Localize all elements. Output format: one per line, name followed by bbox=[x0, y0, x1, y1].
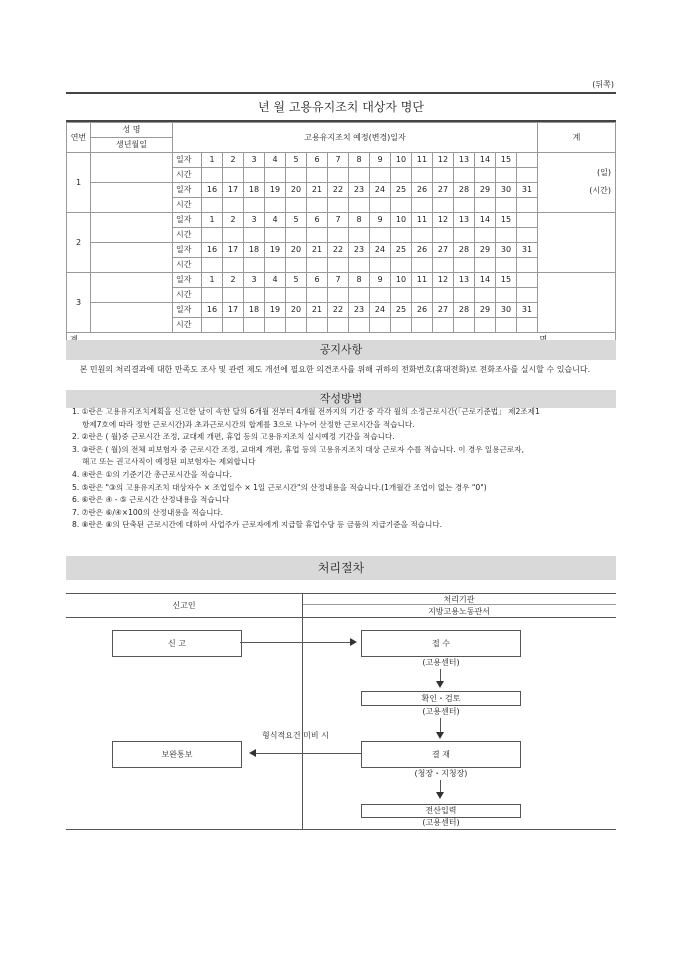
arrow-right-icon bbox=[350, 638, 357, 646]
day-number: 20 bbox=[286, 183, 307, 198]
hours-cell[interactable] bbox=[433, 168, 454, 183]
arrow-down-icon bbox=[436, 681, 444, 688]
day-number: 12 bbox=[433, 273, 454, 288]
day-number: 19 bbox=[265, 183, 286, 198]
hours-cell[interactable] bbox=[412, 258, 433, 273]
notice-text: 본 민원의 처리결과에 대한 만족도 조사 및 관련 제도 개선에 필요한 의견조사를 위해 귀하의 전화번호(휴대전화)로 전화조사를 실시할 수 있습니다. bbox=[79, 365, 591, 374]
notice-heading: 공지사항 bbox=[66, 340, 616, 360]
day-number: 31 bbox=[517, 243, 538, 258]
arrow-report-to-receive bbox=[240, 642, 352, 643]
day-number: 17 bbox=[223, 303, 244, 318]
day-number: 17 bbox=[223, 183, 244, 198]
day-number: 27 bbox=[433, 183, 454, 198]
day-number: 28 bbox=[454, 183, 475, 198]
agency-subcolumn-label: 지방고용노동관서 bbox=[428, 607, 490, 616]
day-number: 7 bbox=[328, 213, 349, 228]
col-header-total: 계 bbox=[538, 123, 616, 153]
hours-cell[interactable] bbox=[286, 288, 307, 303]
day-number: 10 bbox=[391, 213, 412, 228]
day-number: 24 bbox=[370, 303, 391, 318]
day-number: 20 bbox=[286, 303, 307, 318]
hours-cell[interactable] bbox=[265, 258, 286, 273]
hours-cell[interactable] bbox=[349, 168, 370, 183]
hours-cell[interactable] bbox=[244, 318, 265, 333]
day-number: 6 bbox=[307, 153, 328, 168]
hours-cell[interactable] bbox=[370, 288, 391, 303]
day-number: 27 bbox=[433, 243, 454, 258]
hours-cell[interactable] bbox=[244, 258, 265, 273]
hours-cell[interactable] bbox=[433, 318, 454, 333]
hours-cell[interactable] bbox=[349, 198, 370, 213]
hours-cell[interactable] bbox=[517, 258, 538, 273]
method-item: 1. ①란은 고용유지조치계획을 신고한 날이 속한 달의 6개월 전부터 4개월 전까지의 기간 중 각각 월의 소정근로시간(「근로기준법」 제2조제1 bbox=[72, 407, 540, 416]
day-number: 16 bbox=[202, 243, 223, 258]
hours-cell[interactable] bbox=[391, 168, 412, 183]
hours-cell[interactable] bbox=[454, 228, 475, 243]
day-number: 11 bbox=[412, 213, 433, 228]
row-label-time: 시간 bbox=[173, 228, 202, 243]
day-number-empty bbox=[517, 153, 538, 168]
day-number: 5 bbox=[286, 273, 307, 288]
col-header-no: 연번 bbox=[67, 123, 91, 153]
day-number: 2 bbox=[223, 213, 244, 228]
step-report-box: 신 고 bbox=[112, 630, 242, 657]
step-decide-box: 결 재 bbox=[361, 741, 521, 768]
hours-cell[interactable] bbox=[391, 228, 412, 243]
hours-cell[interactable] bbox=[475, 258, 496, 273]
method-item: 3. ③란은 ( 월)의 전체 피보험자 중 근로시간 조정, 교대제 개편, 휴업 등의 고용유지조치 대상 근로자 수를 적습니다. 이 경우 일용근로자, bbox=[72, 444, 525, 454]
day-number: 4 bbox=[265, 213, 286, 228]
day-number: 31 bbox=[517, 183, 538, 198]
method-item: 항제7호에 따라 정한 근로시간)과 초과근로시간의 합계를 3으로 나누어 산정한 근로시간을 적습니다. bbox=[82, 419, 415, 429]
col-header-name: 성 명 bbox=[91, 123, 173, 138]
entry-number: 3 bbox=[67, 273, 91, 333]
hours-cell[interactable] bbox=[454, 258, 475, 273]
step-decide-sub: (청장・지청장) bbox=[414, 769, 468, 778]
day-number: 17 bbox=[223, 243, 244, 258]
step-input-box: 전산입력 bbox=[361, 804, 521, 818]
day-number: 6 bbox=[307, 273, 328, 288]
day-number: 10 bbox=[391, 273, 412, 288]
day-number: 26 bbox=[412, 303, 433, 318]
hours-cell[interactable] bbox=[223, 258, 244, 273]
row-label-day: 일자 bbox=[173, 153, 202, 168]
day-number: 7 bbox=[328, 153, 349, 168]
day-number: 22 bbox=[328, 303, 349, 318]
day-number-empty bbox=[517, 273, 538, 288]
hours-cell[interactable] bbox=[370, 258, 391, 273]
method-item: 2. ②란은 ( 월)중 근로시간 조정, 교대제 개편, 휴업 등의 고용유지조치 실시예정 기간을 적습니다. bbox=[72, 432, 395, 442]
hours-cell[interactable] bbox=[433, 258, 454, 273]
hours-cell[interactable] bbox=[244, 228, 265, 243]
arrow-decide-to-input bbox=[440, 780, 441, 792]
day-number: 25 bbox=[391, 303, 412, 318]
day-number: 3 bbox=[244, 213, 265, 228]
hours-cell[interactable] bbox=[433, 228, 454, 243]
hours-cell[interactable] bbox=[286, 258, 307, 273]
hours-cell[interactable] bbox=[202, 288, 223, 303]
table-row bbox=[67, 303, 616, 318]
arrow-receive-to-check bbox=[440, 669, 441, 681]
day-number: 13 bbox=[454, 273, 475, 288]
day-number: 19 bbox=[265, 243, 286, 258]
name-cell[interactable] bbox=[91, 153, 173, 183]
day-number: 12 bbox=[433, 213, 454, 228]
hours-cell[interactable] bbox=[265, 228, 286, 243]
arrow-down-icon bbox=[436, 732, 444, 739]
day-number: 30 bbox=[496, 303, 517, 318]
hours-cell[interactable] bbox=[517, 318, 538, 333]
back-side-label: (뒤쪽) bbox=[592, 80, 614, 89]
day-number: 5 bbox=[286, 213, 307, 228]
hours-cell[interactable] bbox=[223, 228, 244, 243]
hours-cell[interactable] bbox=[286, 168, 307, 183]
day-number: 8 bbox=[349, 153, 370, 168]
hours-cell[interactable] bbox=[244, 288, 265, 303]
day-number: 25 bbox=[391, 243, 412, 258]
day-number: 7 bbox=[328, 273, 349, 288]
row-label-day: 일자 bbox=[173, 273, 202, 288]
row-label-time: 시간 bbox=[173, 198, 202, 213]
method-item: 5. ⑤란은 "③의 고용유지조치 대상자수 × 조업일수 × 1일 근로시간"의 산정내용을 적습니다.(1개월간 조업이 없는 경우 "0") bbox=[72, 482, 487, 492]
hours-cell[interactable] bbox=[307, 198, 328, 213]
arrow-left-icon bbox=[249, 749, 256, 757]
hours-cell[interactable] bbox=[244, 168, 265, 183]
hours-cell[interactable] bbox=[517, 168, 538, 183]
hours-cell[interactable] bbox=[475, 318, 496, 333]
hours-cell[interactable] bbox=[517, 288, 538, 303]
day-number: 8 bbox=[349, 213, 370, 228]
table-row bbox=[67, 243, 616, 258]
hours-cell[interactable] bbox=[496, 168, 517, 183]
hours-cell[interactable] bbox=[307, 228, 328, 243]
hours-cell[interactable] bbox=[475, 288, 496, 303]
method-item: 8. ⑧란은 ⑧의 단축된 근로시간에 대하여 사업주가 근로자에게 지급할 휴업수당 등 금품의 지급기준을 적습니다. bbox=[72, 520, 443, 530]
row-label-time: 시간 bbox=[173, 168, 202, 183]
day-number: 15 bbox=[496, 213, 517, 228]
hours-cell[interactable] bbox=[223, 288, 244, 303]
day-number: 4 bbox=[265, 273, 286, 288]
hours-cell[interactable] bbox=[412, 198, 433, 213]
hours-cell[interactable] bbox=[454, 318, 475, 333]
day-number: 20 bbox=[286, 243, 307, 258]
step-supplement-box: 보완통보 bbox=[112, 741, 242, 768]
hours-cell[interactable] bbox=[202, 168, 223, 183]
hours-cell[interactable] bbox=[328, 288, 349, 303]
day-number: 9 bbox=[370, 213, 391, 228]
day-number: 22 bbox=[328, 183, 349, 198]
hours-cell[interactable] bbox=[475, 198, 496, 213]
hours-cell[interactable] bbox=[349, 288, 370, 303]
day-number: 15 bbox=[496, 153, 517, 168]
hours-cell[interactable] bbox=[454, 198, 475, 213]
day-number: 21 bbox=[307, 303, 328, 318]
hours-cell[interactable] bbox=[391, 258, 412, 273]
day-number: 18 bbox=[244, 243, 265, 258]
day-number: 19 bbox=[265, 303, 286, 318]
hours-cell[interactable] bbox=[370, 198, 391, 213]
hours-cell[interactable] bbox=[391, 198, 412, 213]
row-label-day: 일자 bbox=[173, 183, 202, 198]
hours-cell[interactable] bbox=[328, 168, 349, 183]
hours-cell[interactable] bbox=[202, 198, 223, 213]
hours-cell[interactable] bbox=[286, 228, 307, 243]
hours-cell[interactable] bbox=[475, 228, 496, 243]
row-label-day: 일자 bbox=[173, 213, 202, 228]
day-number: 13 bbox=[454, 153, 475, 168]
hours-cell[interactable] bbox=[349, 258, 370, 273]
applicant-column-label: 신고인 bbox=[172, 601, 196, 610]
day-number: 1 bbox=[202, 273, 223, 288]
hours-cell[interactable] bbox=[475, 168, 496, 183]
row-label-day: 일자 bbox=[173, 243, 202, 258]
day-number: 6 bbox=[307, 213, 328, 228]
row-label-time: 시간 bbox=[173, 318, 202, 333]
hours-cell[interactable] bbox=[370, 318, 391, 333]
procedure-bottom-rule bbox=[66, 829, 616, 830]
hours-cell[interactable] bbox=[265, 288, 286, 303]
hours-cell[interactable] bbox=[433, 198, 454, 213]
day-number: 31 bbox=[517, 303, 538, 318]
hours-cell[interactable] bbox=[328, 198, 349, 213]
day-number: 14 bbox=[475, 153, 496, 168]
day-number: 24 bbox=[370, 183, 391, 198]
hours-cell[interactable] bbox=[223, 198, 244, 213]
unit-hours: (시간) bbox=[589, 186, 611, 195]
hours-cell[interactable] bbox=[412, 228, 433, 243]
day-number: 12 bbox=[433, 153, 454, 168]
day-number: 29 bbox=[475, 243, 496, 258]
day-number: 1 bbox=[202, 153, 223, 168]
hours-cell[interactable] bbox=[496, 228, 517, 243]
day-number: 4 bbox=[265, 153, 286, 168]
hours-cell[interactable] bbox=[412, 168, 433, 183]
day-number: 14 bbox=[475, 273, 496, 288]
day-number: 16 bbox=[202, 183, 223, 198]
table-row bbox=[67, 183, 616, 198]
method-heading: 작성방법 bbox=[66, 390, 616, 408]
hours-cell[interactable] bbox=[454, 288, 475, 303]
arrow-down-icon bbox=[436, 792, 444, 799]
arrow-check-to-decide bbox=[440, 718, 441, 732]
day-number: 18 bbox=[244, 183, 265, 198]
hours-cell[interactable] bbox=[370, 168, 391, 183]
hours-cell[interactable] bbox=[202, 258, 223, 273]
row-label-day: 일자 bbox=[173, 303, 202, 318]
hours-cell[interactable] bbox=[391, 288, 412, 303]
day-number: 16 bbox=[202, 303, 223, 318]
name-cell[interactable] bbox=[91, 273, 173, 303]
method-item: 해고 또는 권고사직이 예정된 피보험자는 제외합니다 bbox=[82, 457, 256, 467]
day-number: 21 bbox=[307, 183, 328, 198]
table-row bbox=[67, 213, 616, 228]
day-number: 9 bbox=[370, 153, 391, 168]
hours-cell[interactable] bbox=[307, 288, 328, 303]
hours-cell[interactable] bbox=[202, 228, 223, 243]
day-number: 28 bbox=[454, 243, 475, 258]
day-number: 28 bbox=[454, 303, 475, 318]
col-header-birth: 생년월일 bbox=[91, 138, 173, 153]
hours-cell[interactable] bbox=[517, 228, 538, 243]
birthdate-cell[interactable] bbox=[91, 303, 173, 333]
name-cell[interactable] bbox=[91, 213, 173, 243]
day-number: 5 bbox=[286, 153, 307, 168]
col-header-dates: 고용유지조치 예정(변경)일자 bbox=[173, 123, 538, 153]
day-number: 18 bbox=[244, 303, 265, 318]
hours-cell[interactable] bbox=[202, 318, 223, 333]
hours-cell[interactable] bbox=[286, 198, 307, 213]
birthdate-cell[interactable] bbox=[91, 183, 173, 213]
day-number: 11 bbox=[412, 273, 433, 288]
day-number: 3 bbox=[244, 153, 265, 168]
day-number: 24 bbox=[370, 243, 391, 258]
hours-cell[interactable] bbox=[286, 318, 307, 333]
total-cell[interactable] bbox=[538, 273, 616, 333]
day-number: 26 bbox=[412, 183, 433, 198]
day-number: 21 bbox=[307, 243, 328, 258]
day-number: 11 bbox=[412, 153, 433, 168]
step-check-sub: (고용센터) bbox=[422, 707, 460, 716]
hours-cell[interactable] bbox=[496, 258, 517, 273]
day-number: 2 bbox=[223, 273, 244, 288]
step-receive-box: 접 수 bbox=[361, 630, 521, 657]
procedure-header-rule bbox=[66, 617, 616, 618]
day-number: 22 bbox=[328, 243, 349, 258]
method-list bbox=[72, 406, 617, 532]
entry-number: 1 bbox=[67, 153, 91, 213]
hours-cell[interactable] bbox=[307, 258, 328, 273]
agency-column-label: 처리기관 bbox=[443, 595, 475, 604]
day-number: 10 bbox=[391, 153, 412, 168]
day-number-empty bbox=[517, 213, 538, 228]
day-number: 2 bbox=[223, 153, 244, 168]
hours-cell[interactable] bbox=[328, 318, 349, 333]
hours-cell[interactable] bbox=[433, 288, 454, 303]
day-number: 3 bbox=[244, 273, 265, 288]
birthdate-cell[interactable] bbox=[91, 243, 173, 273]
condition-label: 형식적요건 미비 시 bbox=[262, 731, 329, 740]
procedure-heading: 처리절차 bbox=[66, 556, 616, 580]
day-number: 1 bbox=[202, 213, 223, 228]
table-row bbox=[67, 273, 616, 288]
step-check-box: 확인・검토 bbox=[361, 691, 521, 706]
day-number: 8 bbox=[349, 273, 370, 288]
hours-cell[interactable] bbox=[307, 318, 328, 333]
row-label-time: 시간 bbox=[173, 288, 202, 303]
day-number: 29 bbox=[475, 303, 496, 318]
hours-cell[interactable] bbox=[223, 318, 244, 333]
hours-cell[interactable] bbox=[412, 288, 433, 303]
hours-cell[interactable] bbox=[265, 168, 286, 183]
hours-cell[interactable] bbox=[517, 198, 538, 213]
day-number: 30 bbox=[496, 183, 517, 198]
employee-list-table bbox=[66, 122, 616, 348]
day-number: 29 bbox=[475, 183, 496, 198]
row-label-time: 시간 bbox=[173, 258, 202, 273]
step-input-sub: (고용센터) bbox=[422, 818, 460, 827]
day-number: 26 bbox=[412, 243, 433, 258]
day-number: 23 bbox=[349, 303, 370, 318]
hours-cell[interactable] bbox=[328, 228, 349, 243]
step-receive-sub: (고용센터) bbox=[422, 658, 460, 667]
day-number: 25 bbox=[391, 183, 412, 198]
hours-cell[interactable] bbox=[391, 318, 412, 333]
entry-number: 2 bbox=[67, 213, 91, 273]
hours-cell[interactable] bbox=[223, 168, 244, 183]
day-number: 30 bbox=[496, 243, 517, 258]
hours-cell[interactable] bbox=[349, 228, 370, 243]
method-item: 7. ⑦란은 ⑥/④×100의 산정내용을 적습니다. bbox=[72, 507, 224, 517]
hours-cell[interactable] bbox=[496, 288, 517, 303]
method-item: 4. ④란은 ①의 기준기간 총근로시간을 적습니다. bbox=[72, 469, 233, 479]
hours-cell[interactable] bbox=[349, 318, 370, 333]
day-number: 13 bbox=[454, 213, 475, 228]
hours-cell[interactable] bbox=[307, 168, 328, 183]
hours-cell[interactable] bbox=[496, 198, 517, 213]
hours-cell[interactable] bbox=[244, 198, 265, 213]
day-number: 9 bbox=[370, 273, 391, 288]
unit-days: (일) bbox=[597, 168, 611, 177]
hours-cell[interactable] bbox=[412, 318, 433, 333]
day-number: 14 bbox=[475, 213, 496, 228]
day-number: 15 bbox=[496, 273, 517, 288]
total-cell[interactable] bbox=[538, 153, 616, 213]
hours-cell[interactable] bbox=[265, 198, 286, 213]
total-cell[interactable] bbox=[538, 213, 616, 273]
form-title: 년 월 고용유지조치 대상자 명단 bbox=[66, 92, 616, 122]
method-item: 6. ⑥란은 ④ - ⑤ 근로시간 산정내용을 적습니다 bbox=[72, 495, 230, 505]
hours-cell[interactable] bbox=[328, 258, 349, 273]
hours-cell[interactable] bbox=[454, 168, 475, 183]
hours-cell[interactable] bbox=[496, 318, 517, 333]
day-number: 23 bbox=[349, 183, 370, 198]
hours-cell[interactable] bbox=[265, 318, 286, 333]
hours-cell[interactable] bbox=[370, 228, 391, 243]
day-number: 27 bbox=[433, 303, 454, 318]
procedure-column-divider bbox=[302, 593, 303, 829]
table-row bbox=[67, 153, 616, 168]
arrow-decide-to-supplement bbox=[256, 753, 361, 754]
day-number: 23 bbox=[349, 243, 370, 258]
